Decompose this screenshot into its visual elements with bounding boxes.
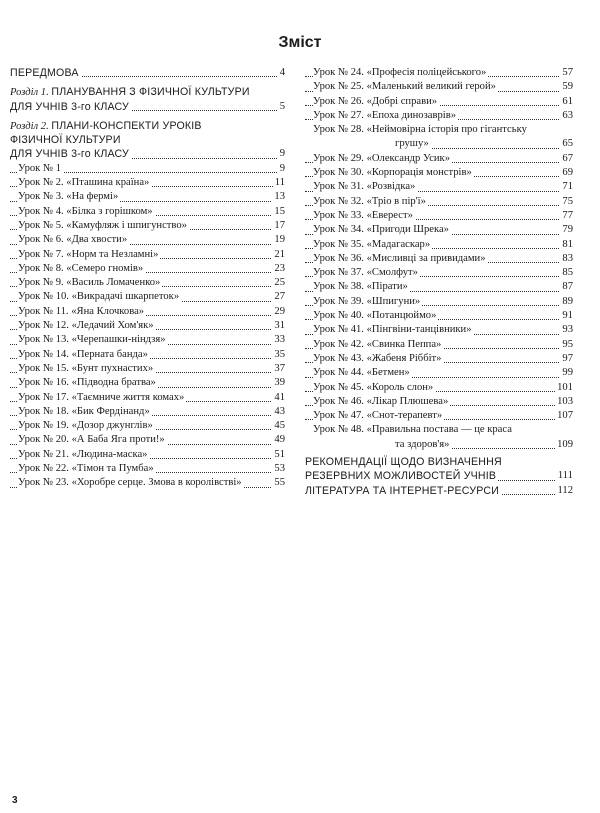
toc-entry-lesson <box>305 395 573 409</box>
entry-label: Урок № 39. «Шпигуни» <box>313 295 421 307</box>
entry-label: ПЕРЕДМОВА <box>10 67 79 79</box>
entry-label-cont: грушу» <box>395 138 429 150</box>
entry-page: 5 <box>278 100 285 114</box>
entry-label: Урок № 33. «Еверест» <box>313 209 413 221</box>
toc-entry-lesson <box>305 409 573 423</box>
entry-label: Урок № 5. «Камуфляж і шпигунство» <box>18 219 187 231</box>
entry-page: 4 <box>278 66 285 80</box>
entry-label: Урок № 6. «Два хвости» <box>18 234 128 246</box>
toc-entry-lesson <box>305 323 573 337</box>
entry-label: Урок № 42. «Свинка Пеппа» <box>313 338 442 350</box>
entry-page: 91 <box>560 309 573 323</box>
entry-page: 25 <box>272 276 285 290</box>
entry-label: Урок № 36. «Мисливці за привидами» <box>313 252 486 264</box>
toc-entry-lesson <box>10 362 285 376</box>
entry-label: Урок № 2. «Пташина країна» <box>18 177 150 189</box>
entry-page: 89 <box>560 295 573 309</box>
toc-entry-lesson-cont <box>305 438 573 452</box>
section-title: ПЛАНУВАННЯ З ФІЗИЧНОЇ КУЛЬТУРИ <box>51 86 250 99</box>
entry-label: Урок № 12. «Ледачий Хом'як» <box>18 320 154 332</box>
section-title-cont: ФІЗИЧНОЇ КУЛЬТУРИ <box>10 134 121 147</box>
entry-label: Урок № 11. «Яна Клочкова» <box>18 305 145 317</box>
entry-page: 51 <box>272 448 285 462</box>
entry-page: 97 <box>560 352 573 366</box>
entry-page: 27 <box>272 290 285 304</box>
toc-literature <box>305 484 573 498</box>
toc-recommendations <box>305 455 573 469</box>
entry-label: Урок № 40. «Потанцюймо» <box>313 310 437 322</box>
toc-entry-lesson <box>305 352 573 366</box>
toc-entry-lesson <box>305 223 573 237</box>
entry-label: Урок № 31. «Розвідка» <box>313 181 416 193</box>
entry-label: Урок № 48. «Правильна постава — це краса <box>313 424 512 436</box>
entry-label: Урок № 43. «Жабеня Ріббіт» <box>313 352 442 364</box>
entry-page: 77 <box>560 209 573 223</box>
entry-page: 45 <box>272 419 285 433</box>
entry-page: 95 <box>560 338 573 352</box>
toc-entry-lesson <box>10 305 285 319</box>
entry-page: 101 <box>555 381 573 395</box>
entry-label: Урок № 22. «Тімон та Пумба» <box>18 463 154 475</box>
entry-label: Урок № 4. «Білка з горішком» <box>18 205 153 217</box>
entry-label-cont: та здоров'я» <box>395 438 450 450</box>
entry-label: Урок № 1 <box>18 162 62 174</box>
entry-page: 111 <box>556 469 573 483</box>
toc-entry-lesson <box>305 280 573 294</box>
toc-entry-lesson <box>10 276 285 290</box>
toc-entry-lesson <box>10 462 285 476</box>
entry-page: 15 <box>272 205 285 219</box>
toc-entry-lesson <box>305 309 573 323</box>
toc-entry-lesson <box>10 219 285 233</box>
toc-entry-lesson <box>10 348 285 362</box>
entry-label: Урок № 32. «Тріо в пір'ї» <box>313 195 426 207</box>
toc-entry-lesson <box>10 391 285 405</box>
entry-page: 31 <box>272 319 285 333</box>
toc-entry-lesson <box>305 381 573 395</box>
entry-label: Урок № 17. «Таємниче життя комах» <box>18 391 185 403</box>
entry-label: РЕКОМЕНДАЦІЇ ЩОДО ВИЗНАЧЕННЯ <box>305 456 502 469</box>
toc-entry-lesson <box>10 376 285 390</box>
entry-label: Урок № 16. «Підводна братва» <box>18 377 156 389</box>
entry-label: Урок № 30. «Корпорація монстрів» <box>313 167 472 179</box>
toc-recommendations-end <box>305 469 573 483</box>
toc-entry-lesson <box>10 205 285 219</box>
entry-page: 87 <box>560 280 573 294</box>
entry-label: Урок № 21. «Людина-маска» <box>18 448 148 460</box>
toc-entry-lesson <box>10 319 285 333</box>
entry-page: 71 <box>560 180 573 194</box>
entry-label: Урок № 9. «Василь Ломаченко» <box>18 277 161 289</box>
entry-label: Урок № 26. «Добрі справи» <box>313 95 438 107</box>
entry-page: 81 <box>560 238 573 252</box>
toc-entry-lesson <box>10 433 285 447</box>
toc-entry-lesson <box>305 366 573 380</box>
entry-page: 63 <box>560 109 573 123</box>
entry-label: ЛІТЕРАТУРА ТА ІНТЕРНЕТ-РЕСУРСИ <box>305 484 500 497</box>
entry-page: 112 <box>556 484 574 498</box>
entry-page: 17 <box>272 219 285 233</box>
entry-page: 55 <box>272 476 285 490</box>
entry-page: 53 <box>272 462 285 476</box>
entry-page: 103 <box>555 395 573 409</box>
entry-label: Урок № 19. «Дозор джунглів» <box>18 420 153 432</box>
toc-right-column <box>305 66 573 498</box>
entry-label-cont: РЕЗЕРВНИХ МОЖЛИВОСТЕЙ УЧНІВ <box>305 470 497 483</box>
toc-entry-lesson <box>305 266 573 280</box>
toc-entry-lesson <box>10 290 285 304</box>
entry-page: 23 <box>272 262 285 276</box>
entry-page: 35 <box>272 348 285 362</box>
page-title: Зміст <box>278 34 322 51</box>
entry-label: Урок № 20. «А Баба Яга проти!» <box>18 434 165 446</box>
entry-page: 85 <box>560 266 573 280</box>
toc-entry-lesson <box>10 190 285 204</box>
toc-entry-lesson <box>305 295 573 309</box>
entry-page: 69 <box>560 166 573 180</box>
section-title: ПЛАНИ-КОНСПЕКТИ УРОКІВ <box>51 119 202 132</box>
entry-label: Урок № 41. «Пінгвіни-танцівники» <box>313 324 472 336</box>
entry-page: 75 <box>560 195 573 209</box>
entry-label: Урок № 15. «Бунт пухнастих» <box>18 362 154 374</box>
entry-label: Урок № 29. «Олександр Усик» <box>313 152 451 164</box>
toc-entry-lesson <box>305 209 573 223</box>
page-number: 3 <box>12 795 18 806</box>
toc-entry-lesson <box>305 123 573 137</box>
toc-entry-lesson <box>10 419 285 433</box>
entry-page: 49 <box>272 433 285 447</box>
toc-entry-lesson <box>305 109 573 123</box>
entry-label: Урок № 8. «Семеро гномів» <box>18 262 144 274</box>
toc-entry-lesson <box>10 233 285 247</box>
entry-page: 11 <box>273 176 285 190</box>
entry-label: Урок № 25. «Маленький великий герой» <box>313 81 496 93</box>
entry-page: 65 <box>560 137 573 151</box>
entry-label: Урок № 7. «Норм та Незламні» <box>18 248 159 260</box>
entry-page: 109 <box>555 438 573 452</box>
toc-entry-lesson <box>305 338 573 352</box>
entry-page: 67 <box>560 152 573 166</box>
entry-label: Урок № 28. «Неймовірна історія про гігантську <box>313 124 527 136</box>
section-prefix: Розділ 2. <box>10 120 49 132</box>
entry-label: Урок № 45. «Король слон» <box>313 381 434 393</box>
toc-entry-lesson <box>305 423 573 437</box>
entry-page: 57 <box>560 66 573 80</box>
entry-label: Урок № 23. «Хоробре серце. Змова в королівстві» <box>18 477 242 489</box>
entry-page: 79 <box>560 223 573 237</box>
entry-page: 107 <box>555 409 573 423</box>
toc-entry-lesson <box>305 252 573 266</box>
entry-page: 19 <box>272 233 285 247</box>
entry-page: 9 <box>278 147 285 161</box>
entry-label: Урок № 27. «Епоха динозаврів» <box>313 109 457 121</box>
entry-page: 83 <box>560 252 573 266</box>
entry-page: 29 <box>272 305 285 319</box>
entry-label: Урок № 24. «Професія поліцейського» <box>313 67 487 78</box>
toc-entry-lesson <box>305 66 573 80</box>
entry-page: 39 <box>272 376 285 390</box>
toc-entry-lesson <box>10 405 285 419</box>
section-prefix: Розділ 1. <box>10 87 49 99</box>
toc-entry-lesson <box>10 333 285 347</box>
toc-entry-lesson <box>305 152 573 166</box>
toc-entry-lesson <box>305 166 573 180</box>
toc-entry-lesson <box>305 80 573 94</box>
toc-entry-lesson <box>305 180 573 194</box>
entry-label: Урок № 35. «Мадагаскар» <box>313 238 431 250</box>
toc-entry-lesson <box>305 195 573 209</box>
toc-section-1-end <box>10 100 285 114</box>
entry-label: Урок № 46. «Лікар Плюшева» <box>313 395 449 407</box>
toc-entry-lesson <box>10 476 285 490</box>
entry-label: Урок № 18. «Бик Фердінанд» <box>18 405 150 417</box>
entry-page: 13 <box>272 190 285 204</box>
entry-label: Урок № 47. «Снот-терапевт» <box>313 410 443 422</box>
entry-page: 93 <box>560 323 573 337</box>
entry-page: 59 <box>560 80 573 94</box>
toc-entry-lesson <box>305 95 573 109</box>
toc-entry-lesson <box>10 262 285 276</box>
lesson-list-right <box>305 66 573 452</box>
entry-label: Урок № 3. «На фермі» <box>18 191 119 203</box>
lesson-list-left <box>10 162 285 491</box>
toc-entry-lesson <box>10 448 285 462</box>
entry-page: 99 <box>560 366 573 380</box>
entry-page: 41 <box>272 391 285 405</box>
toc-section-2 <box>10 119 285 133</box>
entry-label: Урок № 38. «Пірати» <box>313 281 408 293</box>
section-title-cont: ДЛЯ УЧНІВ 3-го КЛАСУ <box>10 148 129 161</box>
toc-entry-lesson <box>305 238 573 252</box>
entry-label: Урок № 10. «Викрадачі шкарпеток» <box>18 291 180 303</box>
entry-page: 33 <box>272 333 285 347</box>
entry-page: 21 <box>272 248 285 262</box>
toc-entry-lesson <box>10 248 285 262</box>
entry-page: 37 <box>272 362 285 376</box>
toc-left-column <box>10 66 285 491</box>
section-title-cont: ДЛЯ УЧНІВ 3-го КЛАСУ <box>10 100 129 113</box>
toc-section-2-cont <box>10 133 285 147</box>
entry-label: Урок № 37. «Смолфут» <box>313 267 418 279</box>
entry-label: Урок № 14. «Перната банда» <box>18 348 148 360</box>
toc-entry-lesson <box>10 162 285 176</box>
toc-section-2-end <box>10 147 285 161</box>
toc-entry-lesson <box>10 176 285 190</box>
toc-entry-intro <box>10 66 285 80</box>
entry-label: Урок № 44. «Бетмен» <box>313 367 410 379</box>
entry-page: 9 <box>278 162 285 176</box>
entry-label: Урок № 13. «Черепашки-ніндзя» <box>18 334 166 346</box>
entry-label: Урок № 34. «Пригоди Шрека» <box>313 224 449 236</box>
toc-section-1 <box>10 85 285 99</box>
entry-page: 43 <box>272 405 285 419</box>
entry-page: 61 <box>560 95 573 109</box>
toc-entry-lesson-cont <box>305 137 573 151</box>
